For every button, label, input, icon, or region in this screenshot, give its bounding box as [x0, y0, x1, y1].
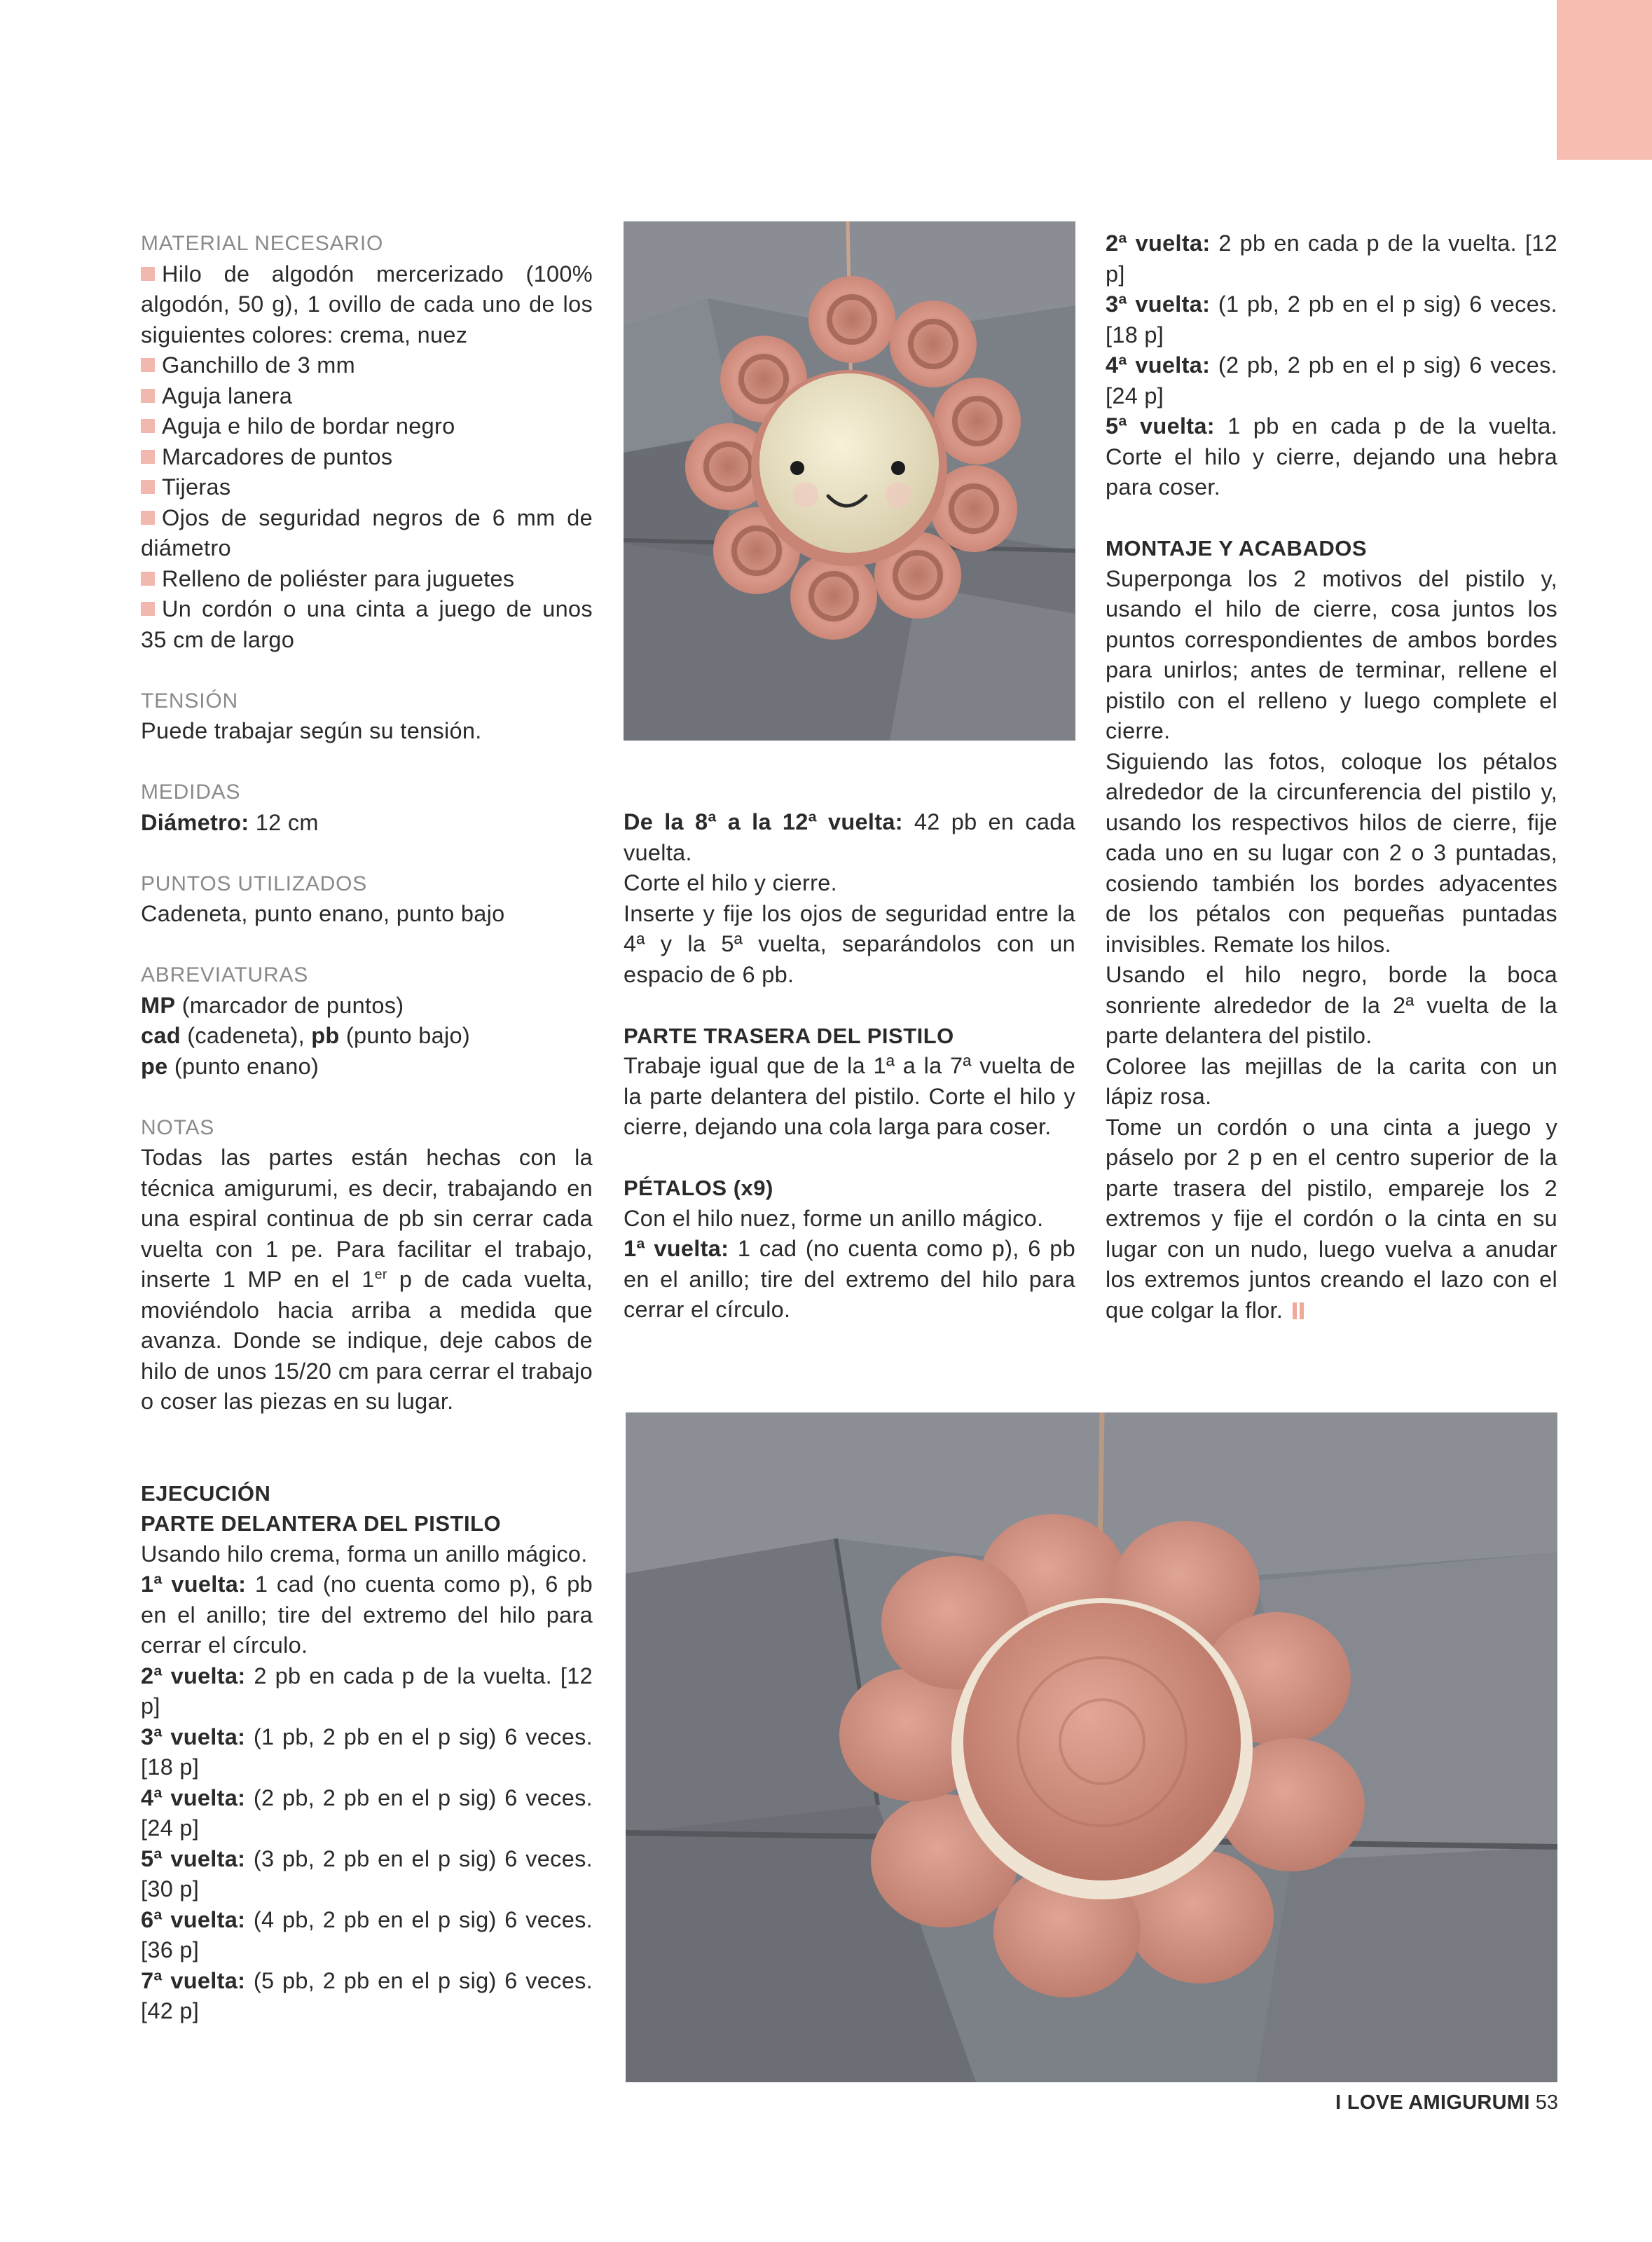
bullet-square-icon [141, 572, 155, 586]
close-text: Corte el hilo y cierre. [624, 870, 837, 895]
photo-flower-back [626, 1412, 1557, 2082]
material-item: Un cordón o una cinta a juego de unos 35 cm de largo [141, 596, 593, 652]
column-right [1106, 228, 1557, 1326]
section-label-abreviaturas: ABREVIATURAS [141, 963, 309, 986]
medidas-text: Diámetro: 12 cm [141, 809, 319, 835]
petalos-title: PÉTALOS (x9) [624, 1176, 773, 1200]
page-number: 53 [1535, 2091, 1558, 2114]
round-instruction: 5ª vuelta: (3 pb, 2 pb en el p sig) 6 veces. [30 p] [141, 1845, 593, 1901]
round-instruction: 3ª vuelta: (1 pb, 2 pb en el p sig) 6 veces. [18 p] [1106, 291, 1557, 348]
magazine-title: I LOVE AMIGURUMI [1335, 2091, 1530, 2114]
round-instruction: 6ª vuelta: (4 pb, 2 pb en el p sig) 6 veces. [36 p] [141, 1906, 593, 1962]
bullet-square-icon [141, 267, 155, 281]
material-item: Aguja lanera [141, 381, 593, 412]
parte-trasera-title: PARTE TRASERA DEL PISTILO [624, 1023, 954, 1048]
section-label-medidas: MEDIDAS [141, 780, 241, 804]
round-instruction: De la 8ª a la 12ª vuelta: 42 pb en cada vuelta. [624, 809, 1075, 865]
bullet-square-icon [141, 450, 155, 464]
bullet-square-icon [141, 602, 155, 616]
material-item: Tijeras [141, 472, 593, 503]
round-instruction: 4ª vuelta: (2 pb, 2 pb en el p sig) 6 veces. [24 p] [1106, 352, 1557, 408]
notas-text: Todas las partes están hechas con la técnica amigurumi, es decir, trabajando en una espiral continua de pb sin cerrar cada vuelta con 1 pe. Para facilitar el trabajo, inserte 1 MP en el 1er p de cada vuelta, moviéndolo hacia arriba a medida que avanza. Donde se indique, deje cabos de hilo de unos 15/20 cm para cerrar el trabajo o coser las piezas en su lugar. [141, 1145, 593, 1414]
material-item: Ganchillo de 3 mm [141, 350, 593, 381]
round-instruction: 2ª vuelta: 2 pb en cada p de la vuelta. [12 p] [1106, 231, 1557, 287]
round-instruction: 2ª vuelta: 2 pb en cada p de la vuelta. [12 p] [141, 1663, 593, 1719]
eyes-text: Inserte y fije los ojos de seguridad entre la 4ª y la 5ª vuelta, separándolos con un espacio de 6 pb. [624, 900, 1075, 987]
round-instruction: 4ª vuelta: (2 pb, 2 pb en el p sig) 6 veces. [24 p] [141, 1784, 593, 1841]
photo-flower-front [624, 221, 1075, 741]
bullet-square-icon [141, 511, 155, 525]
bullet-square-icon [141, 358, 155, 372]
abbrev-pe: pe (punto enano) [141, 1053, 319, 1079]
section-label-notas: NOTAS [141, 1115, 215, 1139]
material-item: Ojos de seguridad negros de 6 mm de diámetro [141, 504, 593, 560]
tension-text: Puede trabajar según su tensión. [141, 718, 482, 743]
montaje-paragraph: Superponga los 2 motivos del pistilo y, usando el hilo de cierre, cosa juntos los puntos correspondientes de ambos bordes para unirlos; antes de terminar, rellene el pistilo con el relleno y luego complete el cierre. [1106, 565, 1557, 743]
round-instruction: 5ª vuelta: 1 pb en cada p de la vuelta. Corte el hilo y cierre, dejando una hebra para coser. [1106, 413, 1557, 500]
abbrev-cad-pb: cad (cadeneta), pb (punto bajo) [141, 1023, 470, 1048]
montaje-title: MONTAJE Y ACABADOS [1106, 536, 1368, 560]
montaje-paragraph: Coloree las mejillas de la carita con un lápiz rosa. [1106, 1053, 1557, 1109]
montaje-paragraph: Siguiendo las fotos, coloque los pétalos alrededor de la circunferencia del pistilo y, usando los respectivos hilos de cierre, fije cada uno en su lugar con 2 o 3 puntadas, cosiendo también los bordes adyacentes de los pétalos con pequeñas puntadas invisibles. Remate los hilos. [1106, 748, 1557, 957]
ejecucion-title: EJECUCIÓN [141, 1480, 271, 1506]
section-label-material: MATERIAL NECESARIO [141, 232, 384, 255]
material-item: Hilo de algodón mercerizado (100% algodón, 50 g), 1 ovillo de cada uno de los siguientes colores: crema, nuez [141, 261, 593, 348]
ejecucion-intro: Usando hilo crema, forma un anillo mágico. [141, 1541, 588, 1567]
column-left [141, 228, 593, 2027]
bullet-square-icon [141, 419, 155, 433]
section-label-puntos: PUNTOS UTILIZADOS [141, 872, 368, 895]
round-instruction: 7ª vuelta: (5 pb, 2 pb en el p sig) 6 veces. [42 p] [141, 1967, 593, 2023]
material-list [141, 259, 593, 656]
column-middle [624, 807, 1075, 1326]
bullet-square-icon [141, 389, 155, 403]
bullet-square-icon [141, 480, 155, 494]
page-corner-tab [1557, 0, 1652, 160]
montaje-paragraph-last: Tome un cordón o una cinta a juego y páselo por 2 p en el centro superior de la parte trasera del pistilo, empareje los 2 extremos y fije el cordón o la cinta en su lugar con un nudo, luego vuelva a anudar los extremos juntos creando el lazo con el que colgar la flor. [1106, 1114, 1557, 1323]
material-item: Aguja e hilo de bordar negro [141, 411, 593, 442]
material-item: Relleno de poliéster para juguetes [141, 564, 593, 595]
montaje-paragraph: Usando el hilo negro, borde la boca sonriente alrededor de la 2ª vuelta de la parte delantera del pistilo. [1106, 962, 1557, 1048]
parte-delantera-title: PARTE DELANTERA DEL PISTILO [141, 1511, 502, 1536]
round-instruction: 3ª vuelta: (1 pb, 2 pb en el p sig) 6 veces. [18 p] [141, 1724, 593, 1780]
section-label-tension: TENSIÓN [141, 689, 238, 713]
parte-trasera-text: Trabaje igual que de la 1ª a la 7ª vuelta de la parte delantera del pistilo. Corte el hilo y cierre, dejando una cola larga para coser. [624, 1053, 1075, 1139]
abbrev-mp: MP (marcador de puntos) [141, 992, 404, 1018]
end-mark-icon [1293, 1302, 1297, 1319]
round-instruction: 1ª vuelta: 1 cad (no cuenta como p), 6 pb en el anillo; tire del extremo del hilo para cerrar el círculo. [141, 1572, 593, 1658]
puntos-text: Cadeneta, punto enano, punto bajo [141, 901, 505, 926]
page-footer [1335, 2089, 1558, 2117]
material-item: Marcadores de puntos [141, 442, 593, 473]
petalos-intro: Con el hilo nuez, forme un anillo mágico. [624, 1205, 1044, 1231]
round-instruction: 1ª vuelta: 1 cad (no cuenta como p), 6 pb en el anillo; tire del extremo del hilo para cerrar el círculo. [624, 1236, 1075, 1322]
